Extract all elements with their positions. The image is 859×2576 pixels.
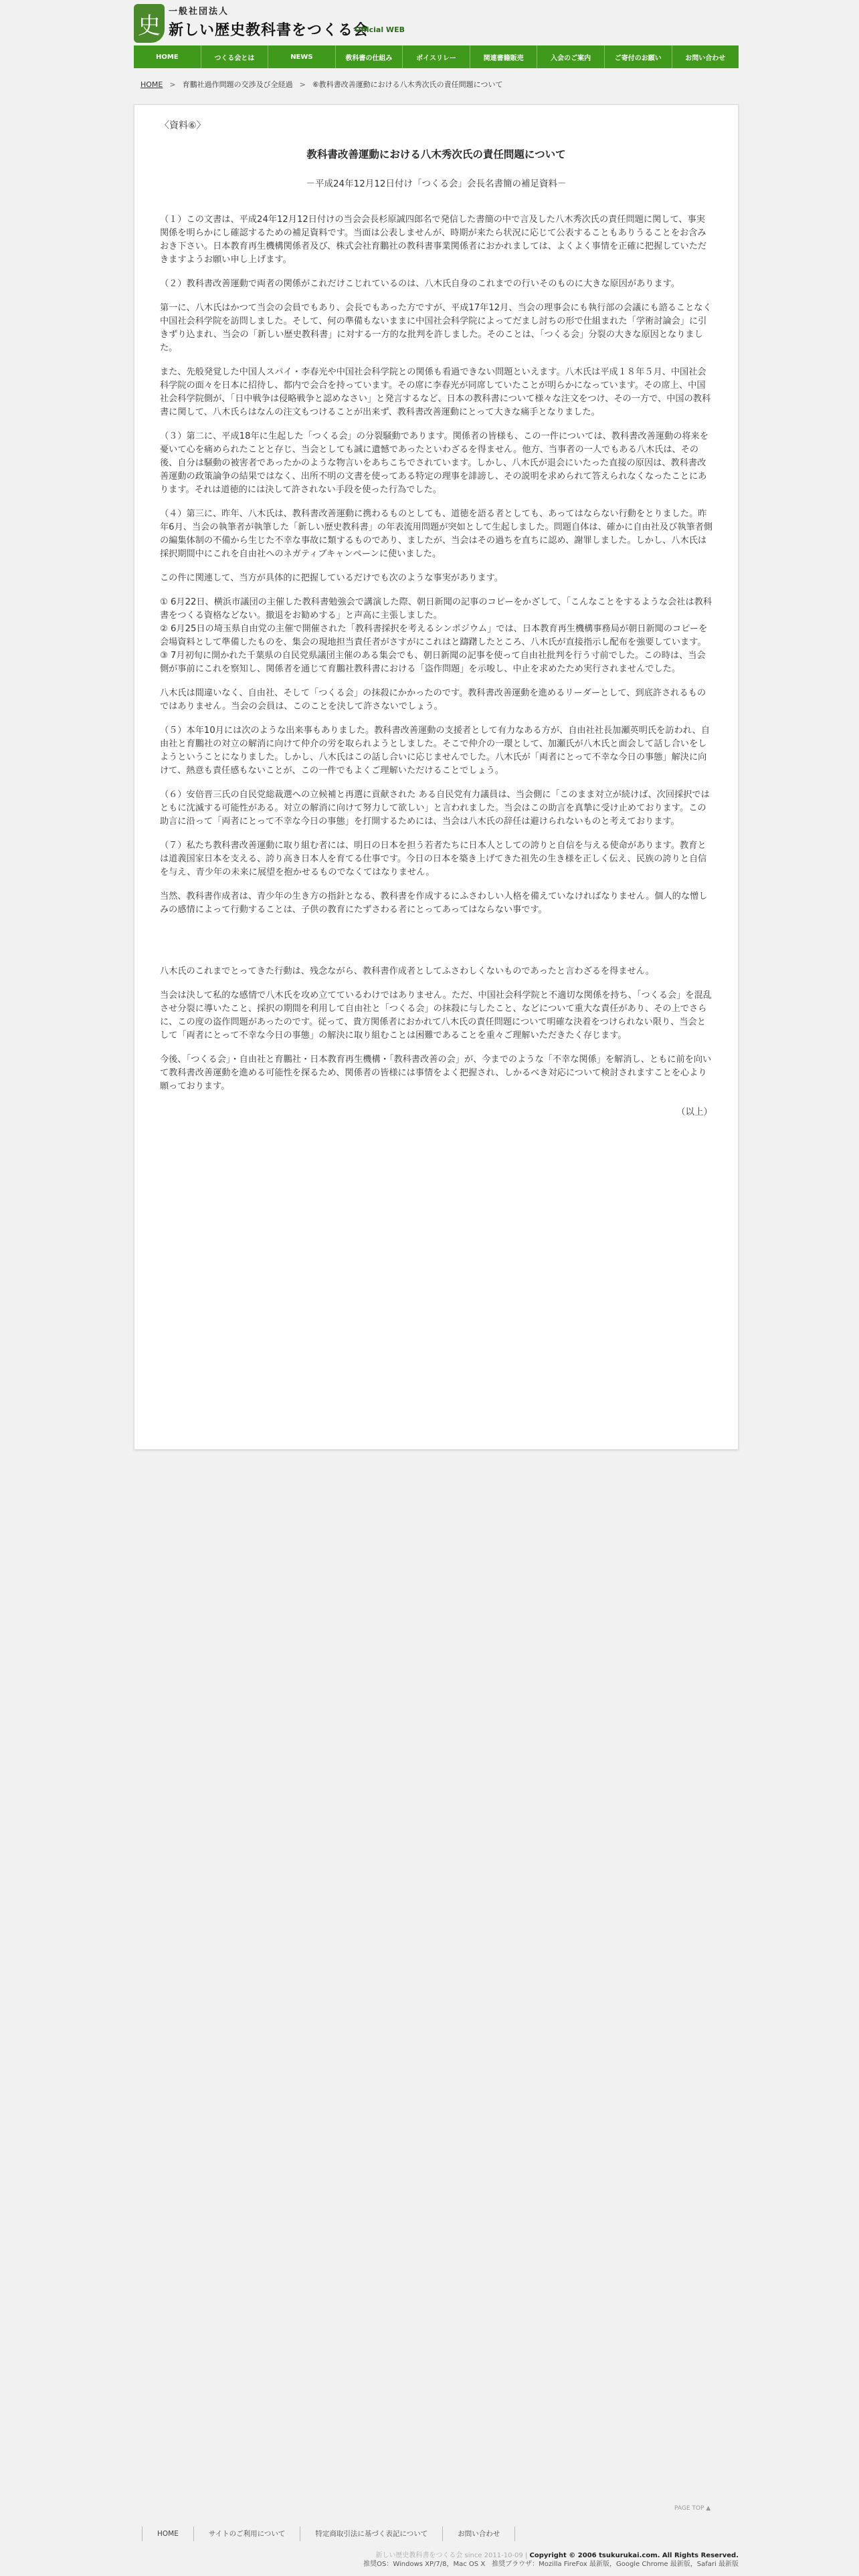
paragraph: 今後、「つくる会」・自由社と育鵬社・日本教育再生機構・「教科書改善の会」が、今までのような「不幸な関係」を解消し、ともに前を向いて教科書改善運動を進める可能性を探るため、関係者の皆様には事情をよく把握され、しかるべき対応について検討されますことを心より願っております。 bbox=[160, 1055, 712, 1091]
footer-link-contact[interactable]: お問い合わせ bbox=[443, 2527, 515, 2541]
nav-news[interactable]: NEWS bbox=[268, 45, 336, 68]
org-type: 一般社団法人 bbox=[169, 7, 229, 17]
footer-recommended-env: 推奨OS：Windows XP/7/8，Mac OS X 推奨ブラウザ：Mozilla FireFox 最新版，Google Chrome 最新版，Safari 最新版 bbox=[363, 2561, 739, 2568]
footer-link-home[interactable]: HOME bbox=[142, 2527, 194, 2541]
site-header bbox=[134, 0, 739, 43]
document-card bbox=[134, 104, 739, 1450]
paragraph: （３）第二に、平成18年に生起した「つくる会」の分裂騒動であります。関係者の皆様も、この一件については、教科書改善運動の将来を憂いて心を痛められたことと存じ、当会としても誠に遺憾であったといわざるを得ません。他方、当事者の一人でもある八木氏は、その後、自分は騒動の被害者であったかのような物言いをあちこちでされています。しかし、八木氏が退会にいたった直接の原因は、教科書改善運動の政策論争の結果ではなく、出所不明の文書を使ってある特定の理事を誹謗し、その説明を求められて答えられなくなったことにあります。それは道徳的には決して許されない手段を使った行為でした。 bbox=[160, 431, 708, 495]
paragraph: 当会は決して私的な感情で八木氏を攻め立てているわけではありません。ただ、中国社会科学院と不適切な関係を持ち、「つくる会」を混乱させ分裂に導いたこと、採択の期間を利用して自由社と「つくる会」の抹殺に与したこと、などについて重大な責任があり、その上でさらに、この度の盗作問題があったのです。従って、貴方関係者におかれて八木氏の責任問題について明確な決着をつけられない限り、当会として「両者にとって不幸な今日の事態」の解決に取り組むことは困難であることを重々ご理解いただきたく存じます。 bbox=[160, 990, 712, 1041]
logo-icon[interactable]: 史 bbox=[134, 4, 165, 43]
nav-textbook-system[interactable]: 教科書の仕組み bbox=[336, 45, 403, 68]
paragraph: また、先般発覚した中国人スパイ・李春光や中国社会科学院との関係も看過できない問題といえます。八木氏は平成１８年５月、中国社会科学院の面々を日本に招待し、都内で会合を持っています。その席に李春光が同席していたことが明らかになっています。その席上、中国社会科学院側が、「日中戦争は侵略戦争と認めなさい」と発言するなど、日本の教科書について様々な注文をつけ、その一方で、中国の教科書に関して、八木氏らはなんの注文もつけることが出来ず、教科書改善運動にとって大きな痛手となりました。 bbox=[160, 367, 711, 417]
page-top-link[interactable]: PAGE TOP ▲ bbox=[674, 2505, 711, 2512]
paragraph: （２）教科書改善運動で両者の関係がこれだけこじれているのは、八木氏自身のこれまでの行いそのものに大きな原因があります。 bbox=[160, 279, 680, 289]
nav-voice-relay[interactable]: ポイスリレー bbox=[403, 45, 470, 68]
breadcrumb bbox=[140, 79, 502, 90]
document-closing: （以上） bbox=[676, 1107, 712, 1117]
breadcrumb-current: ⑥教科書改善運動における八木秀次氏の責任問題について bbox=[312, 80, 503, 89]
fact-list: ① 6月22日、横浜市議団の主催した教科書勉強会で講演した際、朝日新聞の記事のコピーをかざして、「こんなことをするような会社は教科書をつくる資格などない。撤退をお勧めする」と声高に主張しました。 ② 6月25日の埼玉県自由党の主催で開催された「教科書採択を考えるシンポジウム」では、日本教育再生機構事務局が朝日新聞のコピーを会場資料として準備したものを、集会の現地担当責任者がさすがにこれはと躊躇したところ、八木氏が直接指示し配布を強要しています。 ③ 7月初旬に開かれた千葉県の自民党県議団主催のある集会でも、朝日新聞の記事を使って自由社批判を行う寸前でした。この時は、当会側が事前にこれを察知し、関係者を通じて育鵬社教科書における「盗作問題」を示唆し、中止を求めたため実行されませんでした。 bbox=[160, 597, 712, 674]
breadcrumb-separator: > bbox=[299, 80, 306, 89]
nav-about[interactable]: つくる会とは bbox=[201, 45, 269, 68]
paragraph: 八木氏は間違いなく、自由社、そして「つくる会」の抹殺にかかったのです。教科書改善運動を進めるリーダーとして、到底許されるものではありません。当会の会員は、このことを決して許さないでしょう。 bbox=[160, 688, 706, 712]
footer-info bbox=[363, 2551, 739, 2569]
nav-home[interactable]: HOME bbox=[134, 45, 201, 68]
paragraph: （５）本年10月には次のような出来事もありました。教科書改善運動の支援者として有力なある方が、自由社社長加瀬英明氏を訪われ、自由社と育鵬社の対立の解消に向けて仲介の労を取られようとしました。そこで仲介の一環として、加瀬氏が八木氏と面会して話し合いをしようということになりました。しかし、八木氏はこの話し合いに応じませんでした。八木氏が「両者にとって不幸な今日の事態」解決に向けて、熱意も責任感もないことが、この一件でもよくご理解いただけることでしょう。 bbox=[160, 726, 710, 776]
breadcrumb-separator: > bbox=[169, 80, 176, 89]
paragraph: （６）安倍晋三氏の自民党総裁選への立候補と再選に貢献された ある自民党有力議員は、当会側に「このまま対立が続けば、次回採択ではともに沈滅する可能性がある。対立の解消に向けて努力して欲しい」と言われました。当会はこの助言を真摯に受け止めております。この助言に沿って「両者にとって不幸な今日の事態」を打開するためには、当会は八木氏の辞任は避けられないものと考えております。 bbox=[160, 790, 710, 827]
paragraph: この件に関連して、当方が具体的に把握しているだけでも次のような事実があります。 bbox=[160, 573, 503, 583]
paragraph: （１）この文書は、平成24年12月12日付けの当会会長杉原誠四郎名で発信した書簡の中で言及した八木秀次氏の責任問題に関して、事実関係を明らかにし確認するための補足資料です。当面は公表しませんが、時期が来たら状況に応じて公表することもありうることをお含みおき下さい。日本教育再生機構関係者及び、株式会社育鵬社の教科書事業関係者におかれましては、よくよく事情を正確に把握していただきますようお願い申し上げます。 bbox=[160, 215, 707, 265]
document-reference: 〈資料⑥〉 bbox=[160, 120, 206, 131]
main-nav bbox=[134, 45, 739, 68]
paragraph: （７）私たち教科書改善運動に取り組む者には、明日の日本を担う若者たちに日本人としての誇りと自信を与える使命があります。教育とは道義国家日本を支える、誇り高き日本人を育てる仕事です。今日の日本を築き上げてきた祖先の生き様を正しく伝え、民族の誇りと自信を与え、青少年の未来に展望を抱かせるものでなくてはなりません。 bbox=[160, 841, 707, 877]
document-title: 教科書改善運動における八木秀次氏の責任問題について bbox=[306, 148, 566, 160]
footer-link-terms[interactable]: サイトのご利用について bbox=[194, 2527, 301, 2541]
nav-membership[interactable]: 入会のご案内 bbox=[537, 45, 605, 68]
document-subtitle: －平成24年12月12日付け「つくる会」会長名書簡の補足資料－ bbox=[306, 179, 567, 189]
paragraph: 八木氏のこれまでとってきた行動は、残念ながら、教科書作成者としてふさわしくないものであったと言わざるを得ません。 bbox=[160, 966, 654, 976]
official-web-label: Official WEB bbox=[355, 25, 405, 34]
breadcrumb-home[interactable]: HOME bbox=[140, 80, 163, 89]
footer-link-commerce[interactable]: 特定商取引法に基づく表記について bbox=[300, 2527, 443, 2541]
footer-since: 新しい歴史教科書をつくる会 since 2011-10-09 | bbox=[375, 2552, 528, 2559]
nav-donation[interactable]: ご寄付のお願い bbox=[605, 45, 672, 68]
paragraph: （４）第三に、昨年、八木氏は、教科書改善運動に携わるものとしても、道徳を語る者としても、あってはならない行動をとりました。昨年6月、当会の執筆者が執筆した「新しい歴史教科書」の年表流用問題が突如として生起しました。問題自体は、確かに自由社及び執筆者側の編集体制の不備から生じた不幸な事故に類するものであり、ましたが、当会はその過ちを直ちに認め、謝罪しました。しかし、八木氏は採択期間中にこれを自由社へのネガティブキャンペーンに使いました。 bbox=[160, 509, 713, 559]
paragraph: 第一に、八木氏はかつて当会の会員でもあり、会長でもあった方ですが、平成17年12月、当会の理事会にも執行部の会議にも諮ることなく中国社会科学院を訪問しました。そして、何の準備もないままに中国社会科学院によってだまし討ちの形で仕組まれた「学術討論会」に引きずり込まれ、当会の「新しい歴史教科書」に対する一方的な批判を許しました。そのことは、「つくる会」分裂の大きな原因となりました。 bbox=[160, 303, 712, 353]
paragraph: 当然、教科書作成者は、青少年の生き方の指針となる、教科書を作成するにふさわしい人格を備えていなければなりません。個人的な憎しみの感情によって行動することは、子供の教育にたずさわる者にとってあってはならない事です。 bbox=[160, 891, 708, 915]
nav-books[interactable]: 関連書籍販売 bbox=[470, 45, 538, 68]
breadcrumb-section[interactable]: 育鵬社過作問題の交渉及び全経過 bbox=[182, 80, 293, 89]
footer-copyright: Copyright © 2006 tsukurukai.com. All Rights Reserved. bbox=[529, 2552, 739, 2559]
org-name[interactable]: 新しい歴史教科書をつくる会 bbox=[169, 21, 369, 39]
footer-links bbox=[142, 2527, 515, 2541]
nav-contact[interactable]: お問い合わせ bbox=[685, 54, 726, 62]
